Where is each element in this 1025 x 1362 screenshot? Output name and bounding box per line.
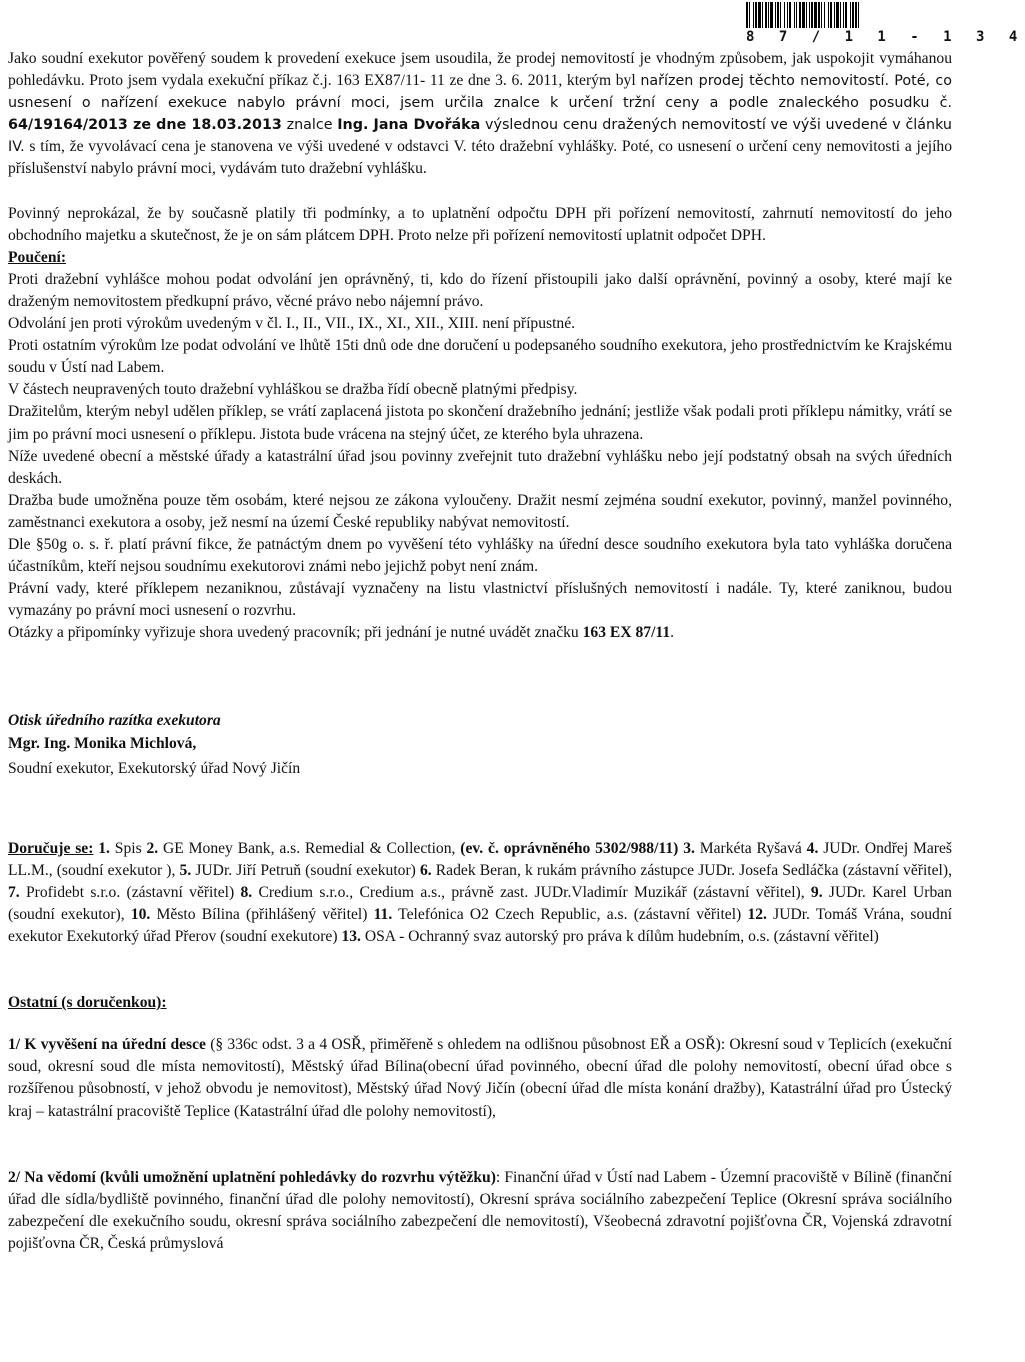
delivery-text: Credium s.r.o., Credium a.s., právně zast. JUDr.Vladimír Muzikář (zástavní věřitel), <box>252 883 811 901</box>
delivery-number: 11. <box>373 906 393 923</box>
stamp-caption: Otisk úředního razítka exekutora <box>8 712 221 730</box>
delivery-label: Doručuje se: <box>8 839 94 857</box>
delivery-number: 2. <box>146 839 159 857</box>
contact-text: Otázky a připomínky vyřizuje shora uvedený pracovník; při jednání je nutné uvádět značku <box>8 624 583 642</box>
intro-text: Poté, co usnesení o nařízení exekuce nabylo právní moci, jsem určila znalce k určení tržní ceny a podle znaleckého posudku č. <box>8 73 952 112</box>
instruction-heading <box>8 247 952 269</box>
for-info-label: 2/ Na vědomí (kvůli umožnění uplatnění pohledávky do rozvrhu výtěžku) <box>8 1168 496 1186</box>
paragraph-vat: Povinný neprokázal, že by současně platily tři podmínky, a to uplatnění odpočtu DPH při pořízení nemovitostí, zahrnutí nemovitostí do jeho obchodního majetku a skutečnost, že je on sám plátcem DPH. Proto nelze při pořízení nemovitostí uplatnit odpočet DPH. <box>8 204 952 244</box>
delivery-number: 1. <box>98 839 110 857</box>
instruction-line: Odvolání jen proti výrokům uvedeným v čl. I., II., VII., IX., XI., XII., XIII. není přípustné. <box>8 315 576 333</box>
instruction-line: Právní vady, které příklepem nezaniknou, zůstávají vyznačeny na listu vlastnictví příslušných nemovitostí i nadále. Ty, které zaniknou, budou vymazány po právní moci usnesení o rozvrhu. <box>8 580 952 620</box>
case-number: 163 EX 87/11 <box>582 624 671 642</box>
expert-report-ref: 64/19164/2013 ze dne 18.03.2013 <box>8 117 282 134</box>
intro-text: znalce <box>281 117 338 134</box>
delivery-number: 9. <box>810 883 823 901</box>
delivery-number: 4. <box>806 839 819 857</box>
delivery-number: 8. <box>240 883 253 901</box>
contact-line <box>8 622 952 644</box>
delivery-text: Město Bílina (přihlášený věřitel) <box>150 906 374 923</box>
barcode-bar <box>859 2 862 28</box>
delivery-list <box>8 838 952 948</box>
delivery-text: GE Money Bank, a.s. Remedial & Collection, <box>158 839 461 857</box>
delivery-number: 12. <box>747 906 767 923</box>
instruction-line: Níže uvedené obecní a městské úřady a katastrální úřad jsou povinny zveřejnit tuto dražební vyhlášku nebo její podstatný obsah na svých úředních deskách. <box>8 447 952 487</box>
barcode <box>746 2 1025 45</box>
delivery-text: Spis <box>109 839 147 857</box>
signer-name-text: Mgr. Ing. Monika Michlová, <box>8 734 197 752</box>
delivery-text: Radek Beran, k rukám právního zástupce JUDr. Josefa Sedláčka (zástavní věřitel), <box>431 861 952 879</box>
contact-text: . <box>670 624 675 642</box>
signer-name <box>8 733 952 755</box>
intro-text: Jako soudní exekutor pověřený soudem k provedení exekuce jsem usoudila, že prodej nemovitostí je vhodným způsobem, jak uspokojit vymáhanou pohledávku. Proto jsem vydala exekuční příkaz č.j. 163 EX87/11- 11 ze dne 3. 6. 2011, kterým byl <box>8 50 952 90</box>
delivery-text: Markéta Ryšavá <box>694 839 807 857</box>
delivery-number: 10. <box>130 906 151 923</box>
delivery-text: JUDr. Tomáš Vrána, soudní exekutor Exekutorký úřad Přerov (soudní exekutore) <box>8 906 952 946</box>
delivery-number: 7. <box>8 883 20 901</box>
delivery-number: 5. <box>179 861 192 879</box>
instruction-line: Dražitelům, kterým nebyl udělen příklep, se vrátí zaplacená jistota po skončení dražebního jednání; jestliže však podali proti příklepu námitky, vrátí se jim po právní moci usnesení o příklepu. Jistota bude vrácena na stejný účet, ze kterého byla uhrazena. <box>8 403 952 443</box>
document-body <box>8 48 952 1255</box>
intro-text: nařízen prodej těchto nemovitostí. <box>640 73 889 90</box>
for-info-text: : Finanční úřad v Ústí nad Labem - Územní pracoviště v Bílině (finanční úřad dle sídla/bydliště povinného, finanční úřad dle polohy nemovitostí), Okresní správa sociálního zabezpečení Teplice (Okresní správa sociálního zabezpečení dle exekučního soudu, okresní správa sociálního zabezpečení dle nemovitostí), Všeobecná zdravotní pojišťovna ČR, Vojenská zdravotní pojišťovna ČR, Česká průmyslová <box>8 1168 953 1252</box>
others-label: Ostatní (s doručenkou): <box>8 994 167 1012</box>
instruction-line: V částech neupravených touto dražební vyhláškou se dražba řídí obecně platnými předpisy. <box>8 381 578 399</box>
paragraph-intro <box>8 48 952 181</box>
instruction-line: Dražba bude umožněna pouze těm osobám, které nejsou ze zákona vyloučeny. Dražit nesmí zejména soudní exekutor, povinný, manžel povinného, zaměstnanci exekutora a osoby, jež nesmí na území České republiky nabývat nemovitostí. <box>8 491 952 531</box>
instruction-line: Proti ostatním výrokům lze podat odvolání ve lhůtě 15ti dnů ode dne doručení u podepsaného soudního exekutora, jeho prostřednictvím ke Krajskému soudu v Ústí nad Labem. <box>8 337 952 377</box>
delivery-number: (ev. č. oprávněného 5302/988/11) <box>460 839 679 857</box>
expert-name: Ing. Jana Dvořáka <box>337 117 481 134</box>
notice-board-paragraph <box>8 1034 952 1122</box>
instruction-label: Poučení: <box>8 248 67 266</box>
delivery-number: 6. <box>419 861 432 879</box>
instruction-line: Proti dražební vyhlášce mohou podat odvolání jen oprávněný, ti, kdo do řízení přistoupili jako další oprávnění, povinný a osoby, které mají ke draženým nemovitostem předkupní právo, věcné právo nebo nájemní právo. <box>8 270 952 310</box>
notice-board-text: (§ 336c odst. 3 a 4 OSŘ, přiměřeně s ohledem na odlišnou působnost EŘ a OSŘ): Okresní soud v Teplicích (exekuční soud, okresní soud dle místa nemovitostí), Městský úřad Bílina(obecní úřad povinného, obecní úřad dle polohy nemovitostí, obecní úřad obce s rozšířenou působností, v jehož obvodu je nemovitost), Městský úřad Nový Jičín (obecní úřad dle místa konání dražby), Katastrální úřad pro Ústecký kraj – katastrální pracoviště Teplice (Katastrální úřad dle polohy nemovitostí), <box>8 1036 952 1120</box>
delivery-text: JUDr. Ondřej Mareš LL.M., (soudní exekutor ), <box>8 839 952 879</box>
barcode-bars <box>746 2 952 28</box>
instruction-line: Dle §50g o. s. ř. platí právní fikce, že patnáctým dnem po vyvěšení této vyhlášky na úřední desce soudního exekutora byla tato vyhláška doručena účastníkům, kteří nejsou soudnímu exekutorovi známi nebo jejichž pobyt není znám. <box>8 535 952 576</box>
delivery-text: JUDr. Jiří Petruň (soudní exekutor) <box>191 861 420 879</box>
notice-board-label: 1/ K vyvěšení na úřední desce <box>8 1036 206 1054</box>
delivery-text: Profidebt s.r.o. (zástavní věřitel) <box>19 883 241 901</box>
intro-text: s tím, že vyvolávací cena je stanovena ve výši uvedené v odstavci V. této dražební vyhlášky. <box>24 138 618 156</box>
barcode-text: 8 7 / 1 1 - 1 3 4 <box>746 29 1025 45</box>
delivery-number: 13. <box>341 928 361 946</box>
others-heading <box>8 992 952 1014</box>
delivery-number: 3. <box>683 839 695 857</box>
delivery-text: Telefónica O2 Czech Republic, a.s. (zástavní věřitel) <box>392 906 748 923</box>
for-info-paragraph <box>8 1167 952 1255</box>
intro-text: výslednou cenu dražených nemovitostí ve výši uvedené v článku IV. <box>8 117 952 156</box>
signer-title: Soudní exekutor, Exekutorský úřad Nový Jičín <box>8 759 301 777</box>
intro-text: Poté, co usnesení o určení ceny nemovitosti a jejího příslušenství nabylo právní moci, vydávám tuto dražební vyhlášku. <box>8 138 952 178</box>
delivery-text: JUDr. Karel Urban (soudní exekutor), <box>8 883 952 923</box>
delivery-text: OSA - Ochranný svaz autorský pro práva k dílům hudebním, o.s. (zástavní věřitel) <box>360 928 879 946</box>
